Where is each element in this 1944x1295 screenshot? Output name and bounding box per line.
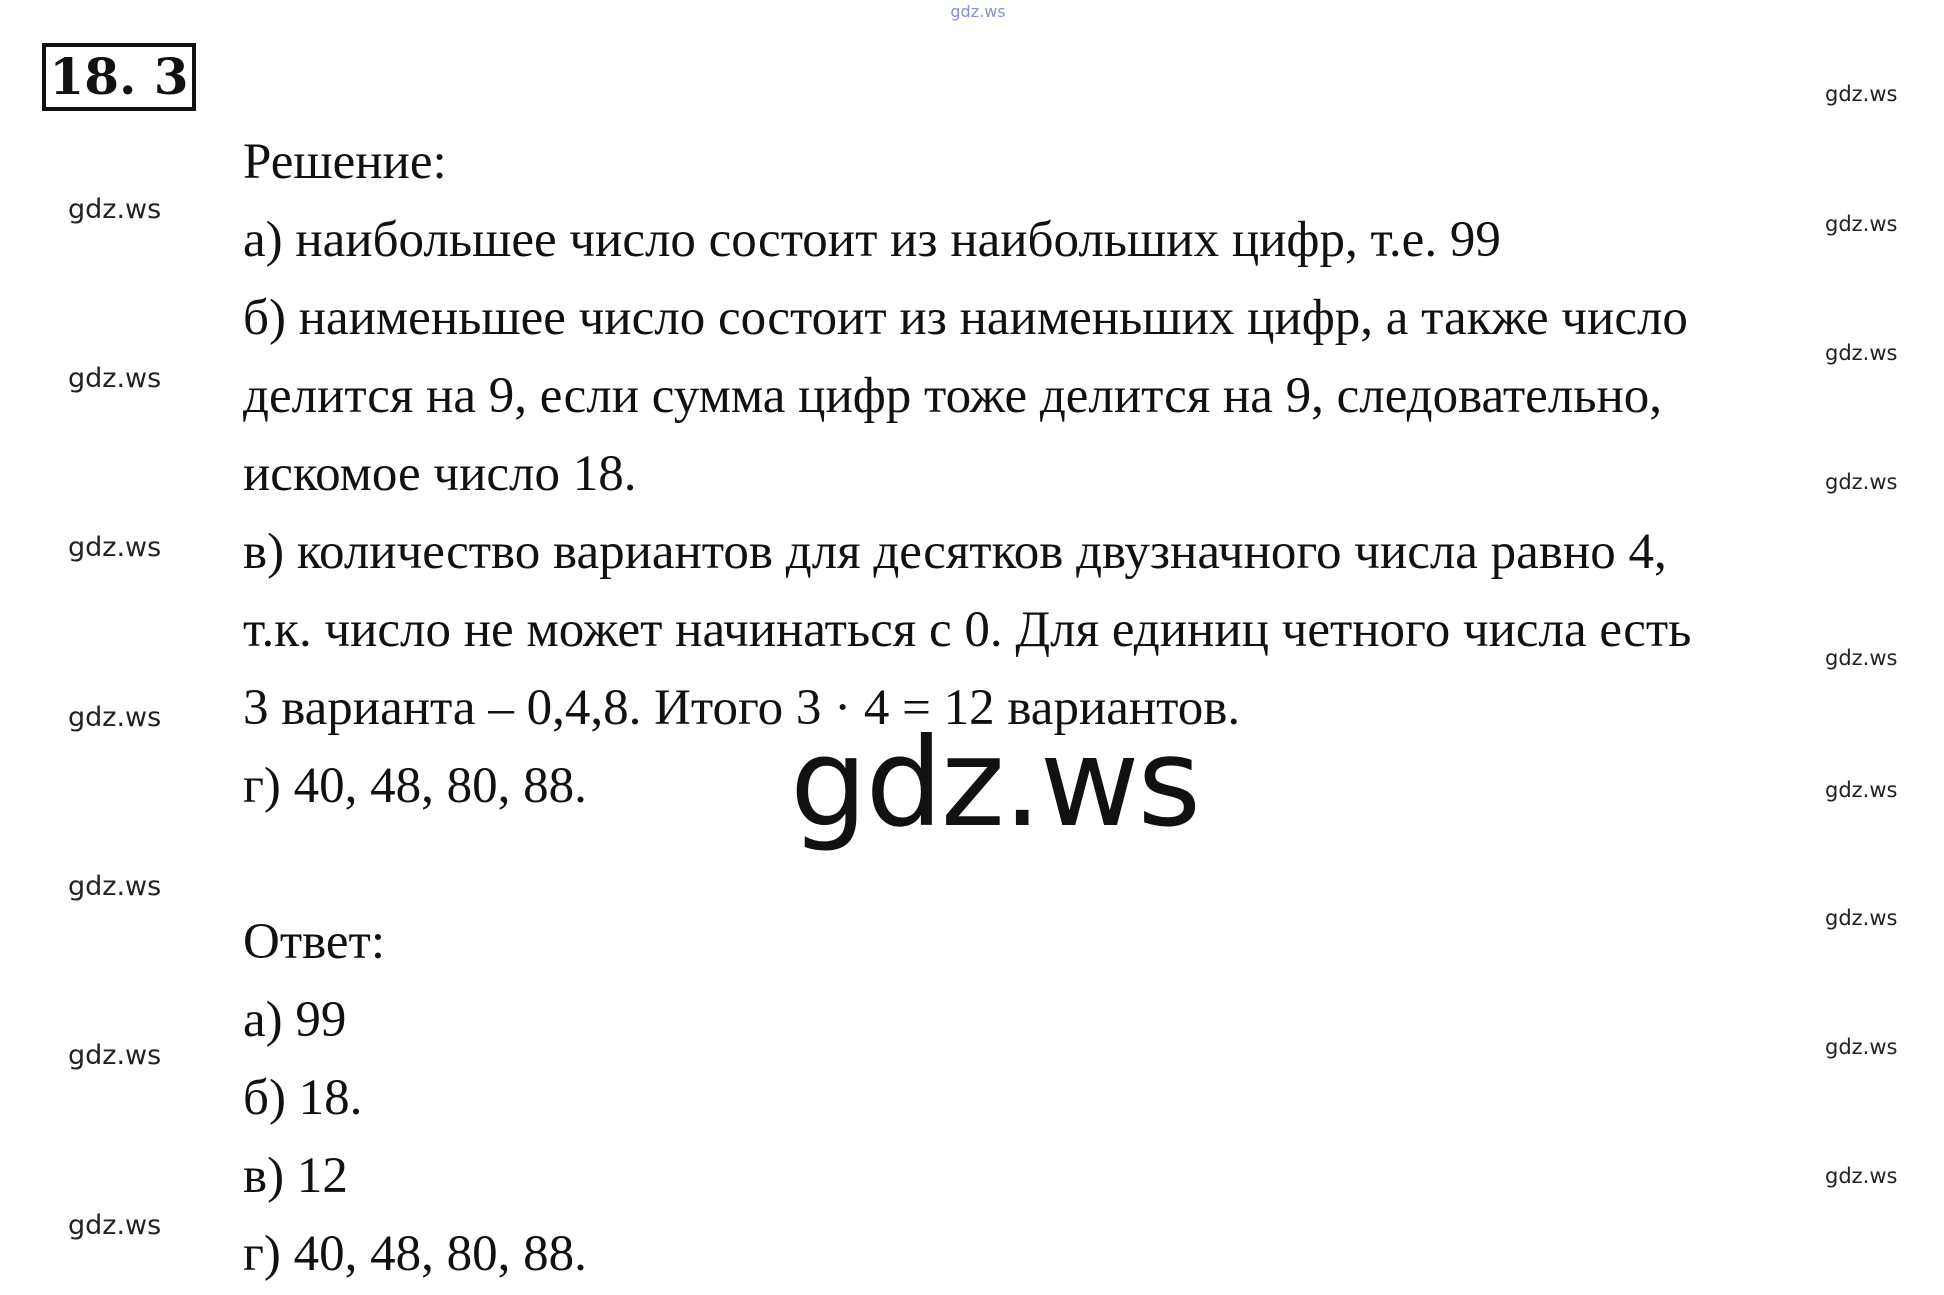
solution-line: б) наименьшее число состоит из наименьших цифр, а также число <box>243 290 1688 346</box>
watermark-left: gdz.ws <box>68 532 162 563</box>
solution-heading: Решение: <box>243 134 447 190</box>
watermark-right: gdz.ws <box>1825 646 1898 670</box>
watermark-large: gdz.ws <box>790 712 1200 854</box>
solution-line: т.к. число не может начинаться с 0. Для единиц четного числа есть <box>243 602 1692 658</box>
answer-heading: Ответ: <box>243 914 385 970</box>
watermark-left: gdz.ws <box>68 363 162 394</box>
watermark-right: gdz.ws <box>1825 341 1898 365</box>
watermark-right: gdz.ws <box>1825 470 1898 494</box>
solution-line: а) наибольшее число состоит из наибольших цифр, т.е. 99 <box>243 212 1501 268</box>
watermark-right: gdz.ws <box>1825 212 1898 236</box>
answer-line: в) 12 <box>243 1148 348 1204</box>
answer-line: а) 99 <box>243 992 347 1048</box>
watermark-right: gdz.ws <box>1825 1035 1898 1059</box>
solution-line: искомое число 18. <box>243 446 637 502</box>
watermark-left: gdz.ws <box>68 702 162 733</box>
answer-line: б) 18. <box>243 1070 363 1126</box>
watermark-top: gdz.ws <box>950 2 1006 21</box>
watermark-right: gdz.ws <box>1825 82 1898 106</box>
solution-line: делится на 9, если сумма цифр тоже делится на 9, следовательно, <box>243 368 1663 424</box>
watermark-left: gdz.ws <box>68 1210 162 1241</box>
watermark-right: gdz.ws <box>1825 1164 1898 1188</box>
solution-line: в) количество вариантов для десятков двузначного числа равно 4, <box>243 524 1667 580</box>
solution-line: г) 40, 48, 80, 88. <box>243 758 587 814</box>
answer-line: г) 40, 48, 80, 88. <box>243 1226 587 1282</box>
watermark-left: gdz.ws <box>68 194 162 225</box>
watermark-left: gdz.ws <box>68 871 162 902</box>
watermark-right: gdz.ws <box>1825 778 1898 802</box>
watermark-right: gdz.ws <box>1825 906 1898 930</box>
watermark-left: gdz.ws <box>68 1040 162 1071</box>
task-number-box: 18. 3 <box>42 43 196 111</box>
solution-line: 3 варианта – 0,4,8. Итого 3 · 4 = 12 вариантов. <box>243 680 1241 736</box>
